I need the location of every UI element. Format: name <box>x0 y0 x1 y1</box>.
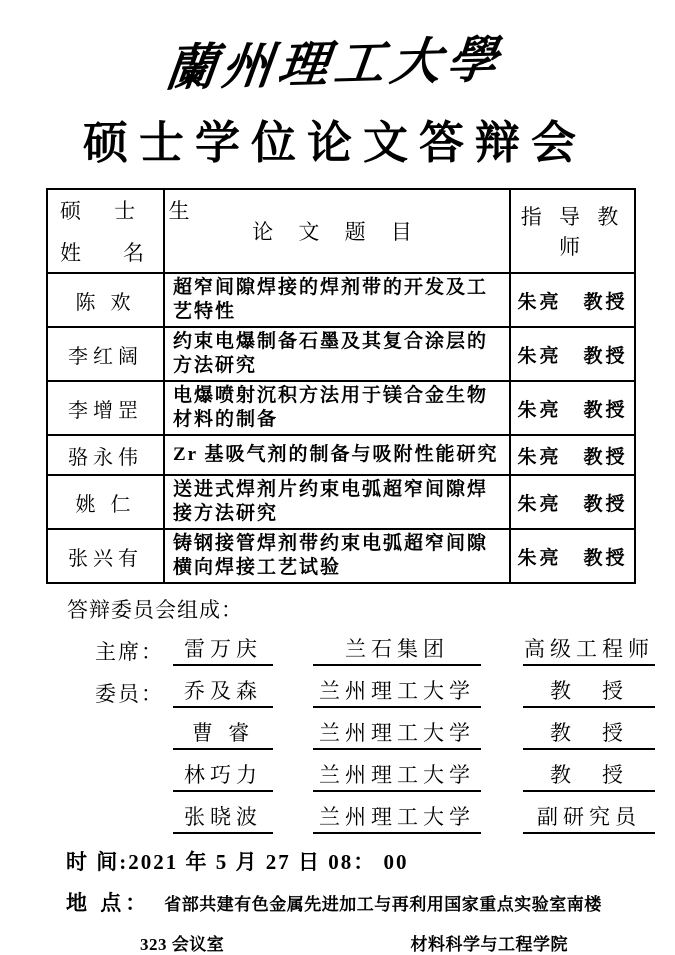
committee-row-chair <box>95 635 670 666</box>
time-label: 时 间: <box>66 850 129 874</box>
student-name: 张兴有 <box>47 529 164 583</box>
header-advisor: 指 导 教 师 <box>510 189 635 273</box>
department-name: 材料科学与工程学院 <box>410 935 568 954</box>
student-name: 骆永伟 <box>47 435 164 475</box>
committee-member-title: 教 授 <box>523 675 655 708</box>
thesis-title: 铸钢接管焊剂带约束电弧超窄间隙横向焊接工艺试验 <box>164 529 510 583</box>
committee-heading: 答辩委员会组成： <box>67 598 243 622</box>
table-row <box>47 381 635 435</box>
committee-member-title: 教 授 <box>523 759 655 792</box>
student-name: 姚 仁 <box>47 475 164 529</box>
committee-member-org: 兰石集团 <box>313 633 481 666</box>
thesis-title: 电爆喷射沉积方法用于镁合金生物材料的制备 <box>164 381 510 435</box>
committee-row-member <box>95 761 670 792</box>
committee-member-title: 教 授 <box>523 717 655 750</box>
thesis-title: 约束电爆制备石墨及其复合涂层的方法研究 <box>164 327 510 381</box>
committee-role-label: 主席： <box>95 640 164 664</box>
student-name: 李红阔 <box>47 327 164 381</box>
thesis-title: 超窄间隙焊接的焊剂带的开发及工艺特性 <box>164 273 510 327</box>
table-row <box>47 435 635 475</box>
advisor-name: 朱亮 教授 <box>510 475 635 529</box>
committee-role-label: 委员： <box>95 682 164 706</box>
footer-line <box>140 930 568 955</box>
room-number: 323 会议室 <box>140 935 225 954</box>
header-student-name <box>47 189 204 273</box>
place-line <box>66 887 670 917</box>
committee-member-org: 兰州理工大学 <box>313 801 481 834</box>
advisor-name: 朱亮 教授 <box>510 273 635 327</box>
place-value: 省部共建有色金属先进加工与再利用国家重点实验室南楼 <box>164 895 602 914</box>
university-calligraphy-logo: 蘭州理工大學 <box>162 31 507 97</box>
table-row <box>47 529 635 583</box>
table-header-row <box>47 189 635 273</box>
committee-member-name: 雷万庆 <box>173 633 273 666</box>
time-line <box>66 846 670 876</box>
committee-member-name: 曹 睿 <box>173 717 273 750</box>
committee-member-name: 张晓波 <box>173 801 273 834</box>
committee-member-org: 兰州理工大学 <box>313 717 481 750</box>
student-name: 陈 欢 <box>47 273 164 327</box>
advisor-name: 朱亮 教授 <box>510 327 635 381</box>
header-thesis-title: 论 文 题 目 <box>164 189 510 273</box>
student-name: 李增罡 <box>47 381 164 435</box>
table-row <box>47 327 635 381</box>
table-row <box>47 475 635 529</box>
committee-row-member <box>95 677 670 708</box>
committee-member-org: 兰州理工大学 <box>313 675 481 708</box>
page-title: 硕士学位论文答辩会 <box>82 118 587 168</box>
thesis-title: 送进式焊剂片约束电弧超窄间隙焊接方法研究 <box>164 475 510 529</box>
committee-row-member <box>95 803 670 834</box>
time-value: 2021 年 5 月 27 日 08： 00 <box>128 850 409 874</box>
defense-table <box>46 188 636 584</box>
committee-member-title: 副研究员 <box>523 801 655 834</box>
thesis-title: Zr 基吸气剂的制备与吸附性能研究 <box>164 435 510 475</box>
document-page <box>0 24 670 954</box>
advisor-name: 朱亮 教授 <box>510 529 635 583</box>
advisor-name: 朱亮 教授 <box>510 381 635 435</box>
committee-member-title: 高级工程师 <box>523 633 655 666</box>
advisor-name: 朱亮 教授 <box>510 435 635 475</box>
committee-row-member <box>95 719 670 750</box>
committee-member-name: 林巧力 <box>173 759 273 792</box>
header-student-line1: 硕 士 生 <box>60 199 204 223</box>
committee-member-name: 乔及森 <box>173 675 273 708</box>
place-label: 地 点： <box>66 891 151 915</box>
header-student-line2: 姓 名 <box>60 241 144 265</box>
committee-member-org: 兰州理工大学 <box>313 759 481 792</box>
table-row <box>47 273 635 327</box>
